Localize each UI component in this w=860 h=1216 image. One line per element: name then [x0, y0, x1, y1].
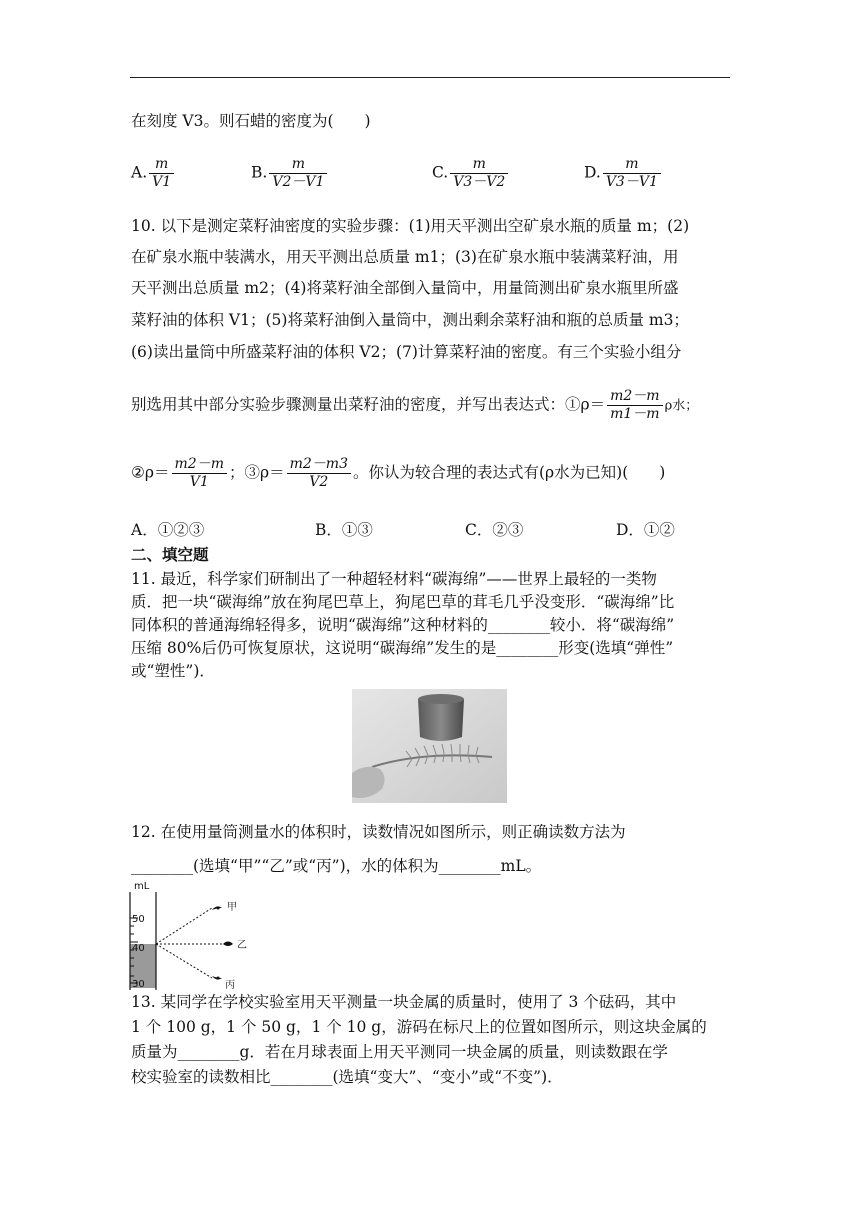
q10-line-4: 菜籽油的体积 V1；(5)将菜籽油倒入量筒中，测出剩余菜籽油和瓶的总质量 m3； [131, 311, 689, 329]
carbon-sponge-photo [352, 689, 507, 803]
q13-line-4: 校实验室的读数相比________(选填“变大”、“变小”或“不变”)． [131, 1068, 563, 1086]
q9-option-a: A. $\frac{m}{V1}$ [131, 156, 176, 191]
q10-line-6: 别选用其中部分实验步骤测量出菜籽油的密度，并写出表达式：①ρ＝ $\frac{m2-m}{m1-m}$ ρ水； [131, 388, 699, 422]
q10-option-a: A．①②③ [131, 521, 205, 539]
q10-option-c: C．②③ [465, 521, 524, 539]
q10-line-7: ②ρ＝ $\frac{m2-m}{V1}$ ；③ρ＝ $\frac{m2-m3}{V2}$ 。你认为较合理的表达式有(ρ水为已知)( ) [131, 456, 666, 490]
graduated-cylinder-figure [124, 880, 254, 990]
tick-50: 50 [132, 914, 145, 925]
q9-tail: 在刻度 V3。则石蜡的密度为( ) [131, 112, 371, 130]
viewer-jia: 甲 [227, 902, 237, 913]
tick-40: 40 [132, 943, 145, 954]
q11-line-1: 11. 最近，科学家们研制出了一种超轻材料“碳海绵”——世界上最轻的一类物 [131, 570, 657, 588]
q11-line-3: 同体积的普通海绵轻得多，说明“碳海绵”这种材料的________较小．将“碳海绵” [131, 616, 675, 634]
header-rule [130, 77, 730, 78]
q10-line-2: 在矿泉水瓶中装满水，用天平测出总质量 m1；(3)在矿泉水瓶中装满菜籽油，用 [131, 248, 679, 266]
q11-line-5: 或“塑性”)． [131, 662, 215, 680]
q9-option-c: C. $\frac{m}{V3-V2}$ [432, 156, 510, 191]
section-title: 二、填空题 [131, 546, 209, 564]
cylinder-unit-label: mL [134, 881, 150, 892]
q10-line-1: 10. 以下是测定菜籽油密度的实验步骤：(1)用天平测出空矿泉水瓶的质量 m；(2) [131, 217, 690, 235]
eye-icon [212, 906, 233, 979]
q13-line-1: 13. 某同学在学校实验室用天平测量一块金属的质量时，使用了 3 个砝码，其中 [131, 993, 677, 1011]
q11-line-4: 压缩 80%后仍可恢复原状，这说明“碳海绵”发生的是________形变(选填“弹性” [131, 639, 674, 657]
q10-option-d: D．①② [616, 521, 675, 539]
q12-line-2: ________(选填“甲”“乙”或“丙”)，水的体积为________mL。 [131, 857, 542, 875]
q11-line-2: 质．把一块“碳海绵”放在狗尾巴草上，狗尾巴草的茸毛几乎没变形．“碳海绵”比 [131, 593, 675, 611]
q13-line-2: 1 个 100 g，1 个 50 g，1 个 10 g，游码在标尺上的位置如图所示，则这块金属的 [131, 1018, 707, 1036]
viewer-bing: 丙 [225, 980, 235, 990]
q9-option-d: D. $\frac{m}{V3-V1}$ [584, 156, 663, 191]
tick-30: 30 [132, 979, 145, 990]
viewer-yi: 乙 [237, 940, 247, 951]
q10-option-b: B．①③ [315, 521, 373, 539]
q9-option-b: B. $\frac{m}{V2-V1}$ [251, 156, 329, 191]
q10-line-3: 天平测出总质量 m2；(4)将菜籽油全部倒入量筒中，用量筒测出矿泉水瓶里所盛 [131, 279, 679, 297]
q10-line-5: (6)读出量筒中所盛菜籽油的体积 V2；(7)计算菜籽油的密度。有三个实验小组分 [131, 343, 682, 361]
q13-line-3: 质量为________g．若在月球表面上用天平测同一块金属的质量，则读数跟在学 [131, 1043, 668, 1061]
q12-line-1: 12. 在使用量筒测量水的体积时，读数情况如图所示，则正确读数方法为 [131, 823, 626, 841]
